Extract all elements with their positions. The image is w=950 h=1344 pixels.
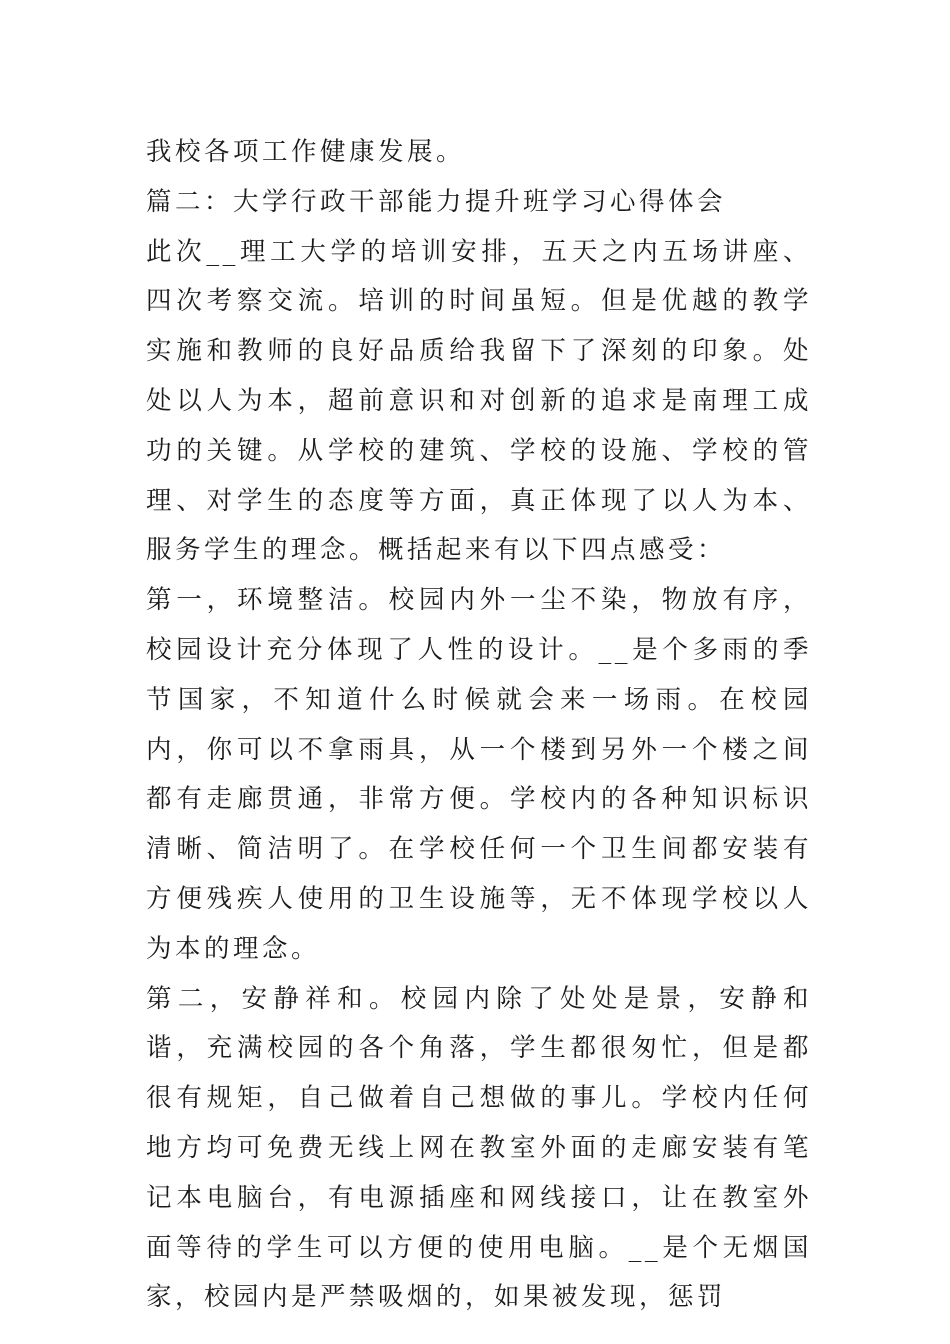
paragraph-intro: 此次__理工大学的培训安排，五天之内五场讲座、四次考察交流。培训的时间虽短。但是优越的教学实施和教师的良好品质给我留下了深刻的印象。处处以人为本，超前意识和对创新的追求是南理工成功的关键。从学校的建筑、学校的设施、学校的管理、对学生的态度等方面，真正体现了以人为本、服务学生的理念。概括起来有以下四点感受：: [146, 236, 812, 566]
paragraph-point-two: 第二，安静祥和。校园内除了处处是景，安静和谐，充满校园的各个角落，学生都很匆忙，但是都很有规矩，自己做着自己想做的事儿。学校内任何地方均可免费无线上网在教室外面的走廊安装有笔记本电脑台，有电源插座和网线接口，让在教室外面等待的学生可以方便的使用电脑。__是个无烟国家，校园内是严禁吸烟的，如果被发现，惩罚: [146, 983, 812, 1313]
section-heading: 篇二：大学行政干部能力提升班学习心得体会: [146, 186, 727, 217]
document-page: [146, 128, 812, 1323]
paragraph-point-one: 第一，环境整洁。校园内外一尘不染，物放有序，校园设计充分体现了人性的设计。__是个多雨的季节国家，不知道什么时候就会来一场雨。在校园内，你可以不拿雨具，从一个楼到另外一个楼之间都有走廊贯通，非常方便。学校内的各种知识标识清晰、简洁明了。在学校任何一个卫生间都安装有方便残疾人使用的卫生设施等，无不体现学校以人为本的理念。: [146, 585, 812, 964]
paragraph-closing-line: 我校各项工作健康发展。: [146, 137, 466, 167]
